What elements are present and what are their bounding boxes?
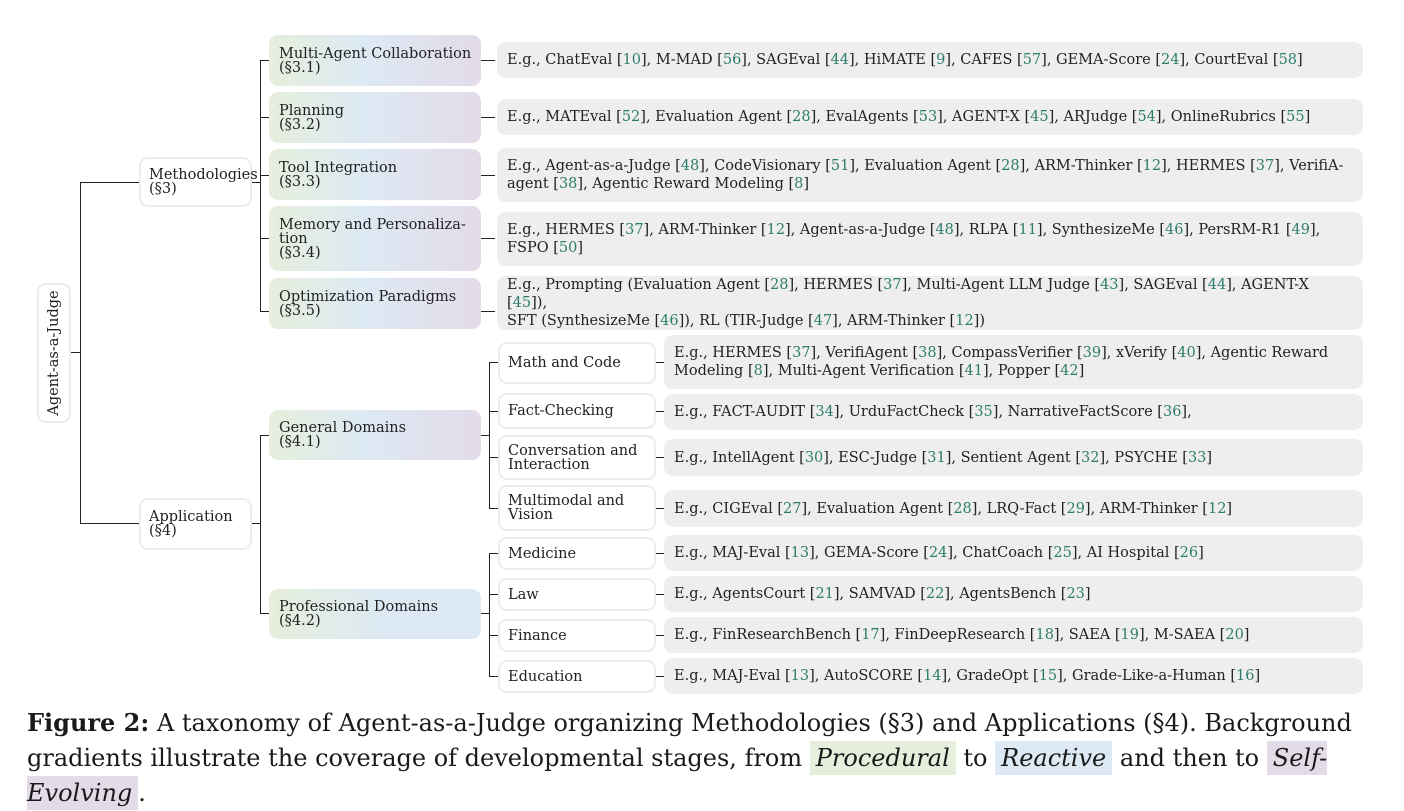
citation-number[interactable]: 30 [804, 449, 824, 466]
citation-number[interactable]: 32 [1081, 449, 1100, 466]
category-label: Optimization Paradigms (§3.5) [279, 288, 457, 319]
caption-end: . [138, 779, 146, 807]
branch-methodologies-label: Methodologies (§3) [149, 167, 258, 197]
leaf-conversation [664, 439, 1363, 476]
leaf-text: E.g., CIGEval [27], Evaluation Agent [28], LRQ-Fact [29], ARM-Thinker [12] [674, 500, 1233, 517]
branch-application-label: Application (§4) [149, 509, 233, 539]
citation-number[interactable]: 24 [1160, 52, 1180, 68]
caption-andthen: and then to [1119, 744, 1260, 772]
sub-finance [498, 619, 656, 652]
leaf-math-code [664, 335, 1363, 389]
citation-number[interactable]: 45 [1030, 109, 1049, 125]
category-label: Multi-Agent Collaboration (§3.1) [279, 45, 472, 76]
leaf-text: E.g., FACT-AUDIT [34], UrduFactCheck [35], NarrativeFactScore [36], [674, 404, 1192, 420]
citation-number[interactable]: 43 [1100, 277, 1119, 293]
citation-number[interactable]: 37 [883, 277, 902, 293]
leaf-text: E.g., IntellAgent [30], ESC-Judge [31], Sentient Agent [32], PSYCHE [33] [674, 449, 1213, 466]
citation-number[interactable]: 46 [660, 313, 679, 329]
category-multi-agent [269, 35, 481, 86]
leaf-text: E.g., Agent-as-a-Judge [48], CodeVisionary [51], Evaluation Agent [28], ARM-Thinker [12], HERMES [37], VerifiA- agent [38], Agentic Reward Modeling [8] [507, 158, 1344, 192]
leaf-medicine [664, 535, 1363, 571]
citation-number[interactable]: 15 [1038, 668, 1058, 684]
citation-number[interactable]: 34 [815, 404, 834, 420]
citation-number[interactable]: 58 [1278, 52, 1298, 68]
sub-label: Fact-Checking [508, 403, 614, 419]
sub-label: Multimodal and Vision [508, 493, 625, 523]
citation-number[interactable]: 42 [1060, 363, 1079, 379]
citation-number[interactable]: 12 [766, 222, 786, 238]
citation-number[interactable]: 24 [928, 545, 948, 561]
leaf-education [664, 658, 1363, 694]
sub-label: Conversation and Interaction [508, 442, 638, 473]
leaf-text: E.g., MATEval [52], Evaluation Agent [28], EvalAgents [53], AGENT-X [45], ARJudge [54], OnlineRubrics [55] [507, 109, 1311, 125]
leaf-law [664, 576, 1363, 612]
category-label: Planning (§3.2) [279, 102, 344, 133]
citation-number[interactable]: 44 [830, 52, 849, 68]
citation-number[interactable]: 20 [1225, 627, 1244, 643]
citation-number[interactable]: 31 [927, 449, 946, 466]
citation-number[interactable]: 52 [621, 109, 641, 125]
citation-number[interactable]: 13 [790, 668, 810, 684]
sub-multimodal [498, 485, 656, 531]
category-tool-integration [269, 149, 481, 200]
sub-law [498, 578, 656, 611]
citation-number[interactable]: 28 [792, 109, 811, 125]
citation-number[interactable]: 28 [1001, 158, 1020, 174]
leaf-finance [664, 617, 1363, 653]
citation-number[interactable]: 27 [783, 500, 802, 517]
category-general-domains [269, 410, 481, 460]
leaf-text: E.g., MAJ-Eval [13], AutoSCORE [14], GradeOpt [15], Grade-Like-a-Human [16] [674, 668, 1261, 684]
sub-education [498, 660, 656, 693]
caption-label: Figure 2: [27, 708, 150, 737]
root-label: Agent-as-a-Judge [46, 290, 62, 416]
citation-number[interactable]: 19 [1120, 627, 1139, 643]
citation-number[interactable]: 9 [936, 52, 946, 68]
citation-number[interactable]: 18 [1035, 627, 1054, 643]
leaf-text: E.g., HERMES [37], VerifiAgent [38], CompassVerifier [39], xVerify [40], Agentic Reward Modeling [8], Multi-Agent Verification [41], Popper [42] [674, 345, 1329, 379]
citation-number[interactable]: 50 [558, 240, 578, 256]
leaf-text: E.g., AgentsCourt [21], SAMVAD [22], AgentsBench [23] [674, 586, 1091, 602]
category-label: Memory and Personaliza- tion (§3.4) [279, 216, 466, 261]
sub-label: Education [508, 668, 583, 685]
citation-number[interactable]: 33 [1187, 449, 1207, 466]
citation-number[interactable]: 47 [813, 313, 833, 329]
citation-number[interactable]: 37 [625, 222, 644, 238]
citation-number[interactable]: 49 [1291, 222, 1310, 238]
leaf-optimization [497, 276, 1363, 330]
citation-number[interactable]: 56 [722, 52, 742, 68]
branch-methodologies [139, 157, 258, 207]
leaf-text: E.g., FinResearchBench [17], FinDeepResearch [18], SAEA [19], M-SAEA [20] [674, 627, 1250, 643]
sub-label: Math and Code [508, 355, 621, 371]
leaf-planning [497, 99, 1363, 135]
citation-number[interactable]: 14 [923, 668, 942, 684]
sub-conversation [498, 435, 656, 480]
leaf-text: E.g., MAJ-Eval [13], GEMA-Score [24], ChatCoach [25], AI Hospital [26] [674, 545, 1204, 561]
citation-number[interactable]: 41 [964, 363, 983, 379]
citation-number[interactable]: 46 [1165, 222, 1184, 238]
sub-label: Medicine [508, 545, 577, 562]
sub-math-code [498, 342, 656, 384]
branch-application [139, 498, 252, 550]
leaf-tool-integration [497, 148, 1363, 202]
citation-number[interactable]: 55 [1286, 109, 1305, 125]
citation-number[interactable]: 48 [680, 158, 700, 174]
citation-number[interactable]: 54 [1137, 109, 1156, 125]
leaf-text: E.g., ChatEval [10], M-MAD [56], SAGEval [44], HiMATE [9], CAFES [57], GEMA-Score [24], CourtEval [58] [507, 52, 1303, 68]
category-professional-domains [269, 589, 481, 639]
citation-number[interactable]: 37 [792, 345, 811, 361]
citation-number[interactable]: 17 [861, 627, 880, 643]
citation-number[interactable]: 37 [1255, 158, 1275, 174]
leaf-multimodal [664, 490, 1363, 527]
citation-number[interactable]: 22 [925, 586, 945, 602]
category-label: General Domains (§4.1) [279, 420, 407, 450]
category-memory [269, 206, 481, 271]
citation-number[interactable]: 8 [753, 363, 763, 379]
citation-number[interactable]: 35 [974, 404, 993, 420]
citation-number[interactable]: 25 [1053, 545, 1072, 561]
category-label: Tool Integration (§3.3) [279, 159, 398, 190]
citation-number[interactable]: 36 [1162, 404, 1182, 420]
citation-number[interactable]: 16 [1236, 668, 1255, 684]
citation-number[interactable]: 10 [622, 52, 641, 68]
caption-text: A taxonomy of Agent-as-a-Judge organizing Methodologies (§3) and Applications (§4). Background gradients illustrate the coverage of developmental stages, from [27, 709, 1352, 772]
category-optimization [269, 278, 481, 329]
citation-number[interactable]: 51 [830, 158, 850, 174]
citation-number[interactable]: 13 [790, 545, 810, 561]
legend-self-evolving: Self-Evolving [27, 741, 1327, 810]
citation-number[interactable]: 57 [1022, 52, 1042, 68]
sub-label: Finance [508, 627, 567, 644]
leaf-memory [497, 212, 1363, 266]
citation-number[interactable]: 8 [794, 176, 804, 192]
citation-number[interactable]: 48 [935, 222, 954, 238]
legend-reactive: Reactive [995, 741, 1112, 775]
category-planning [269, 92, 481, 143]
citation-number[interactable]: 53 [918, 109, 938, 125]
category-label: Professional Domains (§4.2) [279, 599, 439, 629]
citation-number[interactable]: 28 [770, 277, 789, 293]
root-node [37, 283, 71, 423]
citation-number[interactable]: 12 [955, 313, 974, 329]
citation-number[interactable]: 26 [1179, 545, 1199, 561]
citation-number[interactable]: 39 [1082, 345, 1102, 361]
citation-number[interactable]: 12 [1142, 158, 1162, 174]
citation-number[interactable]: 38 [918, 345, 937, 361]
citation-number[interactable]: 29 [1066, 500, 1085, 517]
leaf-text: E.g., Prompting (Evaluation Agent [28], HERMES [37], Multi-Agent LLM Judge [43], SAGEval [44], AGENT-X [45]), SFT (SynthesizeMe [46]), RL (TIR-Judge [47], ARM-Thinker [12]) [507, 277, 1309, 329]
caption-to: to [963, 744, 988, 772]
sub-medicine [498, 537, 656, 570]
leaf-multi-agent [497, 42, 1363, 78]
sub-fact-checking [498, 393, 656, 429]
leaf-fact-checking [664, 394, 1363, 430]
citation-number[interactable]: 12 [1207, 500, 1227, 517]
leaf-text: E.g., HERMES [37], ARM-Thinker [12], Agent-as-a-Judge [48], RLPA [11], SynthesizeMe [46], PersRM-R1 [49], FSPO [50] [507, 222, 1321, 256]
citation-number[interactable]: 40 [1177, 345, 1196, 361]
citation-number[interactable]: 11 [1018, 222, 1037, 238]
citation-number[interactable]: 23 [1066, 586, 1085, 602]
citation-number[interactable]: 38 [558, 176, 578, 192]
legend-procedural: Procedural [810, 741, 956, 775]
sub-label: Law [508, 586, 539, 603]
citation-number[interactable]: 28 [953, 500, 972, 517]
citation-number[interactable]: 45 [512, 295, 532, 311]
figure-caption [27, 705, 1387, 811]
citation-number[interactable]: 44 [1207, 277, 1227, 293]
citation-number[interactable]: 21 [815, 586, 834, 602]
